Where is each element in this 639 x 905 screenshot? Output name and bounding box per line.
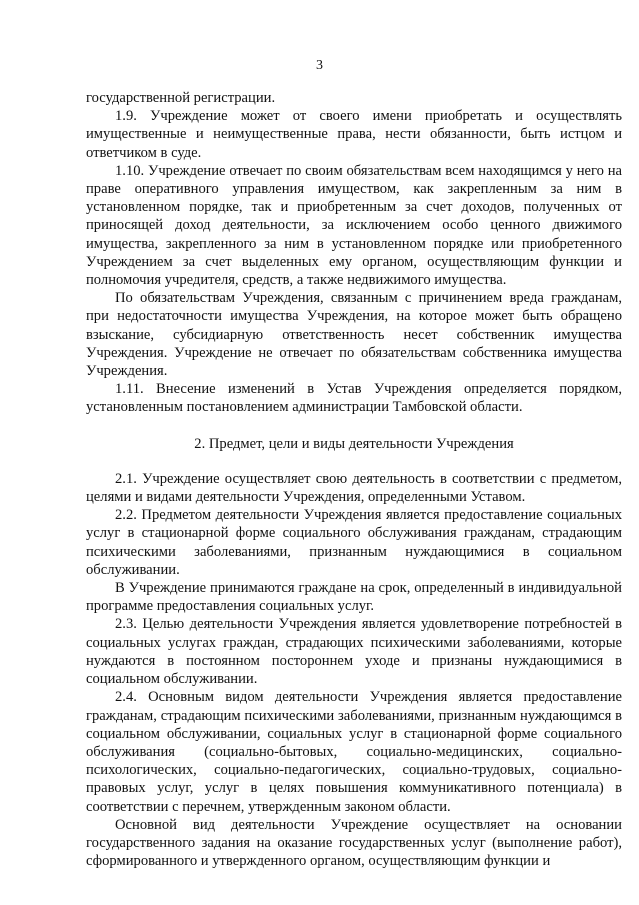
paragraph-admission: В Учреждение принимаются граждане на срок, определенный в индивидуальной программе предоставления социальных услуг. [86,580,622,615]
paragraph-1-9: 1.9. Учреждение может от своего имени приобретать и осуществлять имущественные и неимущественные права, нести обязанности, быть истцом и ответчиком в суде. [86,108,622,161]
paragraph-liability: По обязательствам Учреждения, связанным с причинением вреда гражданам, при недостаточности имущества Учреждения, на которое может быть обращено взыскание, субсидиарную ответственность несет собственник имущества Учреждения. Учреждение не отвечает по обязательствам собственника имущества Учреждения. [86,290,622,380]
paragraph-2-4: 2.4. Основным видом деятельности Учреждения является предоставление гражданам, страдающим психическими заболеваниями, признанным нуждающимся в социальном обслуживании, социальных услуг в стационарной форме социального обслуживания (социально-бытовых, социально-медицинских, социально-психологических, социально-педагогических, социально-трудовых, социально-правовых услуг, услуг в целях повышения коммуникативного потенциала) в соответствии с перечнем, утвержденным законом области. [86,689,622,815]
paragraph-1-11: 1.11. Внесение изменений в Устав Учреждения определяется порядком, установленным постановлением администрации Тамбовской области. [86,381,622,416]
paragraph-2-1: 2.1. Учреждение осуществляет свою деятельность в соответствии с предметом, целями и видами деятельности Учреждения, определенными Уставом. [86,470,622,506]
paragraph-2-3: 2.3. Целью деятельности Учреждения является удовлетворение потребностей в социальных услугах граждан, страдающих психическими заболеваниями, которые нуждаются в постоянном постороннем уходе и признаны нуждающимися в социальном обслуживании. [86,616,622,688]
paragraph-main-activity: Основной вид деятельности Учреждение осуществляет на основании государственного задания на оказание государственных услуг (выполнение работ), сформированного и утвержденного органом, осуществляющим функции и [86,816,622,870]
paragraph-1-10: 1.10. Учреждение отвечает по своим обязательствам всем находящимся у него на праве оперативного управления имуществом, как закрепленным за ним в установленном порядке, так и приобретенным за счет доходов, полученных от приносящей доход деятельности, за исключением особо ценного движимого имущества, закрепленного за ним в установленном порядке или приобретенного Учреждением за счет выделенных ему органом, осуществляющим функции и полномочия учредителя, средств, а также недвижимого имущества. [86,162,622,289]
paragraph-2-2: 2.2. Предметом деятельности Учреждения является предоставление социальных услуг в стационарной форме социального обслуживания гражданам, страдающим психическими заболеваниями, признанным нуждающимися в социальном обслуживании. [86,507,622,578]
page-number: 3 [316,58,323,73]
section-heading: 2. Предмет, цели и виды деятельности Учреждения [194,435,514,452]
document-body [86,89,622,870]
paragraph-continuation: государственной регистрации. [86,90,276,106]
